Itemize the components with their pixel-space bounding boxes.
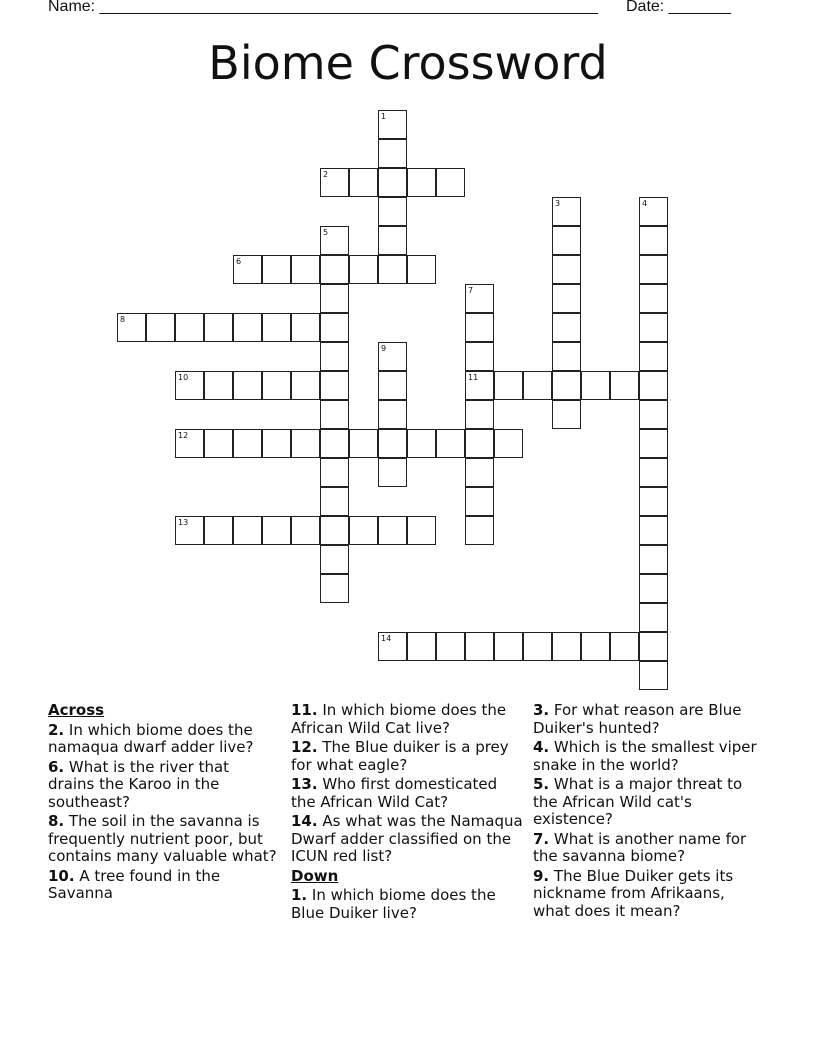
- grid-cell[interactable]: [320, 458, 349, 487]
- clue-number: 9.: [533, 866, 550, 885]
- grid-cell[interactable]: [262, 516, 291, 545]
- cell-number: 13: [178, 518, 189, 527]
- grid-cell[interactable]: [320, 284, 349, 313]
- clue-number: 2.: [48, 720, 65, 739]
- grid-cell[interactable]: [378, 516, 407, 545]
- grid-cell[interactable]: [378, 458, 407, 487]
- grid-cell[interactable]: [610, 632, 639, 661]
- grid-cell[interactable]: [320, 255, 349, 284]
- clue-number: 12.: [291, 738, 318, 756]
- clue-across-14: [291, 813, 523, 866]
- cell-number: 3: [555, 199, 561, 208]
- grid-cell[interactable]: [320, 371, 349, 400]
- page-title: Biome Crossword: [208, 36, 608, 90]
- cell-number: 5: [323, 228, 329, 237]
- grid-cell[interactable]: [146, 313, 175, 342]
- clue-down-1: [291, 887, 523, 922]
- grid-cell[interactable]: [349, 255, 378, 284]
- grid-cell[interactable]: [552, 197, 581, 226]
- grid-cell[interactable]: [639, 371, 668, 400]
- cell-number: 10: [178, 373, 189, 382]
- clue-across-2: [48, 722, 280, 757]
- grid-cell[interactable]: [262, 429, 291, 458]
- grid-cell[interactable]: [320, 226, 349, 255]
- grid-cell[interactable]: [378, 400, 407, 429]
- grid-cell[interactable]: [320, 487, 349, 516]
- grid-cell[interactable]: [233, 255, 262, 284]
- grid-cell[interactable]: [465, 371, 494, 400]
- grid-cell[interactable]: [378, 139, 407, 168]
- clue-column-1: [48, 702, 280, 905]
- grid-cell[interactable]: [320, 400, 349, 429]
- clue-number: 11.: [291, 701, 318, 719]
- grid-cell[interactable]: [639, 458, 668, 487]
- grid-cell[interactable]: [552, 342, 581, 371]
- grid-cell[interactable]: [436, 429, 465, 458]
- grid-cell[interactable]: [378, 342, 407, 371]
- clue-down-4: [533, 739, 765, 774]
- clue-text: What is the river that drains the Karoo in the southeast?: [48, 757, 230, 811]
- grid-cell[interactable]: [552, 313, 581, 342]
- grid-cell[interactable]: [320, 342, 349, 371]
- grid-cell[interactable]: [378, 371, 407, 400]
- grid-cell[interactable]: [349, 168, 378, 197]
- grid-cell[interactable]: [378, 255, 407, 284]
- clue-number: 4.: [533, 738, 550, 756]
- grid-cell[interactable]: [320, 545, 349, 574]
- grid-cell[interactable]: [639, 313, 668, 342]
- grid-cell[interactable]: [320, 429, 349, 458]
- grid-cell[interactable]: [639, 226, 668, 255]
- grid-cell[interactable]: [204, 313, 233, 342]
- across-heading: Across: [48, 701, 105, 719]
- grid-cell[interactable]: [233, 371, 262, 400]
- clue-text: As what was the Namaqua Dwarf adder classified on the ICUN red list?: [291, 812, 523, 865]
- grid-cell[interactable]: [378, 226, 407, 255]
- grid-cell[interactable]: [407, 255, 436, 284]
- grid-cell[interactable]: [262, 255, 291, 284]
- clue-number: 8.: [48, 812, 65, 830]
- grid-cell[interactable]: [552, 371, 581, 400]
- grid-cell[interactable]: [639, 661, 668, 690]
- clue-column-3: [533, 702, 765, 922]
- grid-cell[interactable]: [320, 313, 349, 342]
- grid-cell[interactable]: [204, 516, 233, 545]
- grid-cell[interactable]: [639, 429, 668, 458]
- clue-across-11: [291, 702, 523, 737]
- clue-number: 5.: [533, 775, 550, 793]
- grid-cell[interactable]: [465, 313, 494, 342]
- clue-text: What is another name for the savanna biome?: [533, 829, 747, 865]
- grid-cell[interactable]: [639, 545, 668, 574]
- clue-text: The soil in the savanna is frequently nutrient poor, but contains many valuable what?: [48, 812, 277, 865]
- grid-cell[interactable]: [494, 371, 523, 400]
- clue-across-6: [48, 759, 280, 812]
- clue-number: 10.: [48, 866, 75, 885]
- grid-cell[interactable]: [639, 197, 668, 226]
- cell-number: 1: [381, 112, 387, 121]
- grid-cell[interactable]: [523, 632, 552, 661]
- grid-cell[interactable]: [552, 400, 581, 429]
- grid-cell[interactable]: [465, 429, 494, 458]
- grid-cell[interactable]: [610, 371, 639, 400]
- clue-text: Which is the smallest viper snake in the world?: [533, 738, 757, 774]
- grid-cell[interactable]: [465, 284, 494, 313]
- clue-text: For what reason are Blue Duiker's hunted?: [533, 701, 742, 737]
- grid-cell[interactable]: [291, 516, 320, 545]
- grid-cell[interactable]: [639, 342, 668, 371]
- clue-text: What is a major threat to the African Wild cat's existence?: [533, 775, 743, 828]
- grid-cell[interactable]: [552, 284, 581, 313]
- clue-text: Who first domesticated the African Wild Cat?: [291, 775, 498, 811]
- grid-cell[interactable]: [291, 255, 320, 284]
- grid-cell[interactable]: [639, 487, 668, 516]
- grid-cell[interactable]: [552, 632, 581, 661]
- clue-across-13: [291, 776, 523, 811]
- grid-cell[interactable]: [465, 632, 494, 661]
- clue-text: The Blue Duiker gets its nickname from Afrikaans, what does it mean?: [533, 866, 734, 920]
- grid-cell[interactable]: [581, 371, 610, 400]
- grid-cell[interactable]: [233, 429, 262, 458]
- grid-cell[interactable]: [465, 400, 494, 429]
- clue-text: In which biome does the Blue Duiker live?: [291, 886, 496, 922]
- grid-cell[interactable]: [262, 313, 291, 342]
- grid-cell[interactable]: [291, 429, 320, 458]
- grid-cell[interactable]: [465, 342, 494, 371]
- clue-number: 7.: [533, 829, 550, 848]
- grid-cell[interactable]: [639, 400, 668, 429]
- grid-cell[interactable]: [378, 168, 407, 197]
- grid-cell[interactable]: [436, 168, 465, 197]
- cell-number: 11: [468, 373, 479, 382]
- clue-down-5: [533, 776, 765, 829]
- down-heading: Down: [291, 866, 339, 885]
- grid-cell[interactable]: [581, 632, 610, 661]
- grid-cell[interactable]: [320, 574, 349, 603]
- grid-cell[interactable]: [349, 516, 378, 545]
- cell-number: 14: [381, 634, 392, 643]
- clue-down-9: [533, 868, 765, 921]
- cell-number: 2: [323, 170, 329, 179]
- clue-number: 6.: [48, 757, 65, 776]
- grid-cell[interactable]: [378, 429, 407, 458]
- grid-cell[interactable]: [378, 110, 407, 139]
- clue-across-8: [48, 813, 280, 866]
- grid-cell[interactable]: [378, 632, 407, 661]
- clue-number: 13.: [291, 775, 318, 793]
- name-field[interactable]: Name: ________________________________________________________: [48, 0, 598, 15]
- clue-number: 14.: [291, 812, 318, 830]
- cell-number: 7: [468, 286, 474, 295]
- clue-text: A tree found in the Savanna: [48, 866, 221, 902]
- grid-cell[interactable]: [175, 516, 204, 545]
- clue-across-10: [48, 868, 280, 903]
- grid-cell[interactable]: [465, 458, 494, 487]
- grid-cell[interactable]: [233, 313, 262, 342]
- grid-cell[interactable]: [233, 516, 262, 545]
- clue-text: The Blue duiker is a prey for what eagle?: [291, 738, 509, 774]
- cell-number: 12: [178, 431, 189, 440]
- cell-number: 8: [120, 315, 126, 324]
- cell-number: 9: [381, 344, 387, 353]
- grid-cell[interactable]: [639, 574, 668, 603]
- grid-cell[interactable]: [552, 226, 581, 255]
- grid-cell[interactable]: [291, 371, 320, 400]
- grid-cell[interactable]: [175, 313, 204, 342]
- grid-cell[interactable]: [117, 313, 146, 342]
- grid-cell[interactable]: [175, 371, 204, 400]
- grid-cell[interactable]: [523, 371, 552, 400]
- cell-number: 6: [236, 257, 242, 266]
- grid-cell[interactable]: [407, 429, 436, 458]
- grid-cell[interactable]: [494, 632, 523, 661]
- grid-cell[interactable]: [262, 371, 291, 400]
- grid-cell[interactable]: [320, 516, 349, 545]
- grid-cell[interactable]: [639, 255, 668, 284]
- cell-number: 4: [642, 199, 648, 208]
- grid-cell[interactable]: [407, 516, 436, 545]
- grid-cell[interactable]: [639, 284, 668, 313]
- grid-cell[interactable]: [639, 603, 668, 632]
- clue-number: 3.: [533, 701, 550, 719]
- grid-cell[interactable]: [291, 313, 320, 342]
- grid-cell[interactable]: [175, 429, 204, 458]
- date-field[interactable]: Date: _______: [626, 0, 731, 15]
- grid-cell[interactable]: [465, 516, 494, 545]
- grid-cell[interactable]: [465, 487, 494, 516]
- grid-cell[interactable]: [494, 429, 523, 458]
- clue-across-12: [291, 739, 523, 774]
- clue-number: 1.: [291, 886, 308, 904]
- clue-down-7: [533, 831, 765, 866]
- clue-column-2: [291, 702, 523, 924]
- grid-cell[interactable]: [204, 371, 233, 400]
- clue-text: In which biome does the namaqua dwarf adder live?: [48, 720, 254, 756]
- grid-cell[interactable]: [639, 632, 668, 661]
- grid-cell[interactable]: [349, 429, 378, 458]
- clue-text: In which biome does the African Wild Cat live?: [291, 701, 507, 737]
- grid-cell[interactable]: [407, 632, 436, 661]
- grid-cell[interactable]: [204, 429, 233, 458]
- grid-cell[interactable]: [320, 168, 349, 197]
- grid-cell[interactable]: [378, 197, 407, 226]
- grid-cell[interactable]: [436, 632, 465, 661]
- clue-down-3: [533, 702, 765, 737]
- grid-cell[interactable]: [639, 516, 668, 545]
- grid-cell[interactable]: [552, 255, 581, 284]
- grid-cell[interactable]: [407, 168, 436, 197]
